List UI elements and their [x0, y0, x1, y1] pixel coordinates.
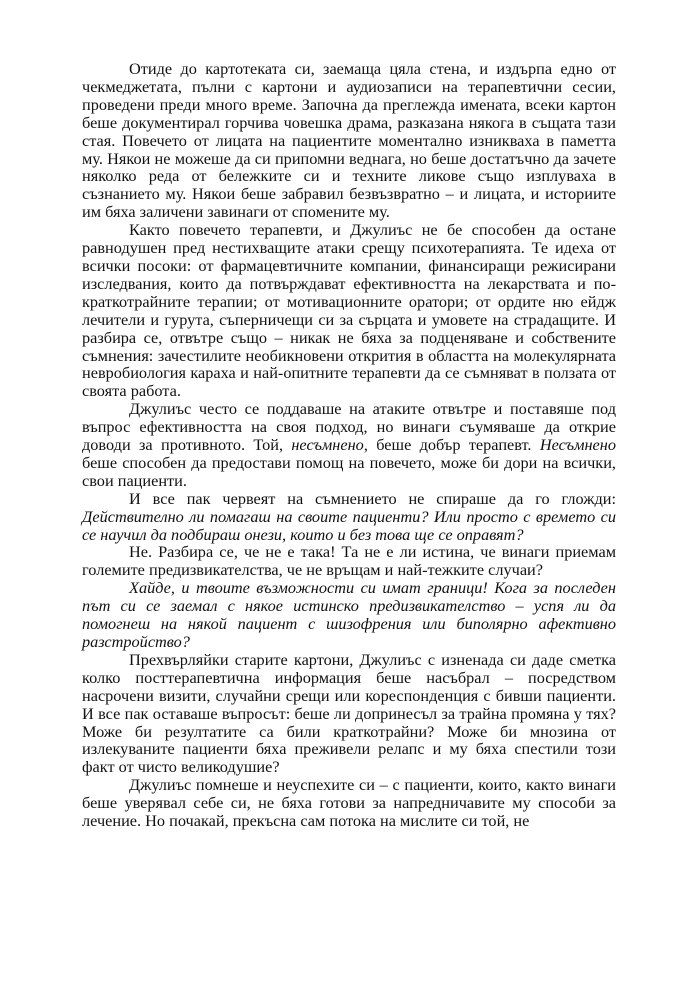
paragraph	[82, 400, 616, 490]
paragraph-text: Джулиъс помнеше и неуспехите си – с пациенти, които, както винаги беше уверявал себе си, не бяха готови за напредничавите му способи за лечение. Но почакай, прекъсна сам потока на мислите си той, не	[82, 775, 616, 831]
paragraph-text: Не. Разбира се, че не е така! Та не е ли истина, че винаги приемам големите предизвикателства, че не връщам и най-тежките случаи?	[82, 542, 616, 580]
italic-text: несъмнено	[291, 435, 364, 455]
paragraph	[82, 543, 616, 579]
italic-text: Несъмнено	[539, 435, 616, 455]
body-text	[82, 60, 616, 830]
paragraph-text: Отиде до картотеката си, заемаща цяла стена, и издърпа едно от чекмеджетата, пълни с картони и аудиозаписи на терапевтични сесии, проведени преди много време. Започна да преглежда имената, всеки картон беше документирал горчива човешка драма, разказана някога в същата тази стая. Повечето от лицата на пациентите моментално изникваха в паметта му. Някои не можеше да си припомни веднага, но беше достатъчно да зачете няколко реда от бележките си и техните ликове също изплуваха в съзнанието му. Някои беше забравил безвъзвратно – и лицата, и историите им бяха заличени завинаги от спомените му.	[82, 59, 616, 222]
paragraph	[82, 221, 616, 400]
paragraph	[82, 651, 616, 776]
paragraph-text: беше способен да предостави помощ на повечето, може би дори на всички, свои пациенти.	[82, 452, 616, 490]
paragraph-text: И все пак червеят на съмнението не спираше да го гложди:	[129, 488, 616, 508]
paragraph	[82, 579, 616, 651]
paragraph	[82, 60, 616, 221]
paragraph-text: Джулиъс често се поддаваше на атаките отвътре и поставяше под въпрос ефективността на своя подход, но винаги съумяваше да открие доводи за противното. Той,	[82, 399, 616, 455]
paragraph	[82, 490, 616, 544]
italic-text: Хайде, и твоите възможности си имат граници! Кога за последен път си се заемал с някое истинско предизвикателство – успя ли да помогнеш на някой пациент с шизофрения или биполярно афективно разстройство?	[82, 578, 616, 651]
paragraph-text: Прехвърляйки старите картони, Джулиъс с изненада си даде сметка колко посттерапевтична информация беше насъбрал – посредством насрочени визити, случайни срещи или кореспонденция с бивши пациенти. И все пак оставаше въпросът: беше ли допринесъл за трайна промяна у тях? Може би резултатите са били краткотрайни? Може би мнозина от излекуваните пациенти бяха преживели релапс и му бяха спестили този факт от чисто великодушие?	[82, 649, 616, 777]
paragraph-text: , беше добър терапевт.	[363, 435, 540, 455]
paragraph	[82, 776, 616, 830]
italic-text: Действително ли помагаш на своите пациенти? Или просто с времето си се научил да подбираш онези, които и без това ще се оправят?	[82, 506, 616, 544]
paragraph-text: Както повечето терапевти, и Джулиъс не бе способен да остане равнодушен пред нестихващите атаки срещу психотерапията. Те идеха от всички посоки: от фармацевтичните компании, финансиращи режисирани изследвания, които да потвърждават ефективността на лекарствата и по-краткотрайните терапии; от мотивационните оратори; от ордите ню ейдж лечители и гурута, съперничещи си за сърцата и умовете на страдащите. И разбира се, отвътре също – никак не бяха за подценяване и собствените съмнения: зачестилите необикновени открития в областта на молекулярната невробиология караха и най-опитните терапевти да се съмняват в ползата от своята работа.	[82, 220, 616, 401]
